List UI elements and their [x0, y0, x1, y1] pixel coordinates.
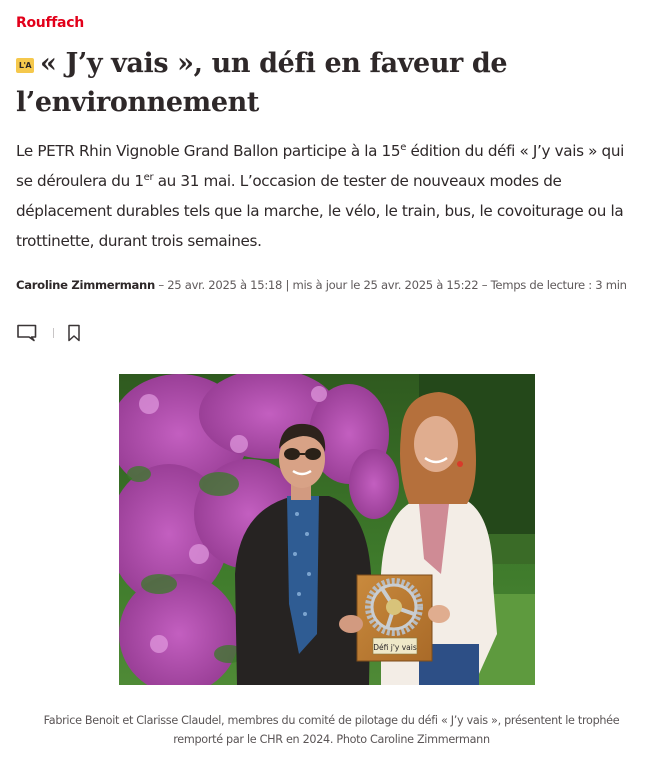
lead-sup-1: e [400, 142, 406, 153]
section-link-rouffach[interactable]: Rouffach [16, 15, 84, 31]
lead-text-3: au 31 mai. L’occasion de tester de nouveaux modes de déplacement durables tels que la marche, le vélo, le train, bus, le covoiturage ou la trottinette, durant trois semaines. [16, 172, 624, 250]
author-link[interactable]: Caroline Zimmermann [16, 278, 155, 292]
article-figure [119, 374, 535, 685]
byline [16, 278, 656, 292]
article-title [16, 44, 636, 122]
lead-text-2: édition du défi « J’y vais » qui se déroulera du 1 [16, 142, 624, 190]
trophy-label: Défi j'y vais [373, 643, 417, 652]
la-premium-badge-icon: L'A [16, 58, 34, 73]
figure-caption: Fabrice Benoit et Clarisse Claudel, membres du comité de pilotage du défi « J’y vais », présentent le trophée remporté par le CHR en 2024. Photo Caroline Zimmermann [43, 714, 620, 746]
bookmark-icon [67, 324, 81, 342]
bookmark-button[interactable] [67, 324, 81, 342]
article-title-text: « J’y vais », un défi en faveur de l’environnement [16, 48, 508, 118]
byline-separator: | [282, 278, 293, 292]
article-lead [16, 136, 641, 256]
comment-button[interactable] [16, 323, 38, 343]
comment-icon [16, 323, 38, 343]
actions-divider [53, 328, 54, 338]
lead-sup-2: er [143, 172, 154, 183]
lead-text-1: Le PETR Rhin Vignoble Grand Ballon participe à la 15 [16, 142, 401, 160]
published-date: – 25 avr. 2025 à 15:18 [154, 278, 283, 292]
reading-time: – Temps de lecture : 3 min [478, 278, 627, 292]
article-photo[interactable] [119, 374, 535, 685]
updated-date: mis à jour le 25 avr. 2025 à 15:22 [292, 278, 479, 292]
photo-illustration [119, 374, 535, 685]
article-actions [16, 320, 81, 346]
